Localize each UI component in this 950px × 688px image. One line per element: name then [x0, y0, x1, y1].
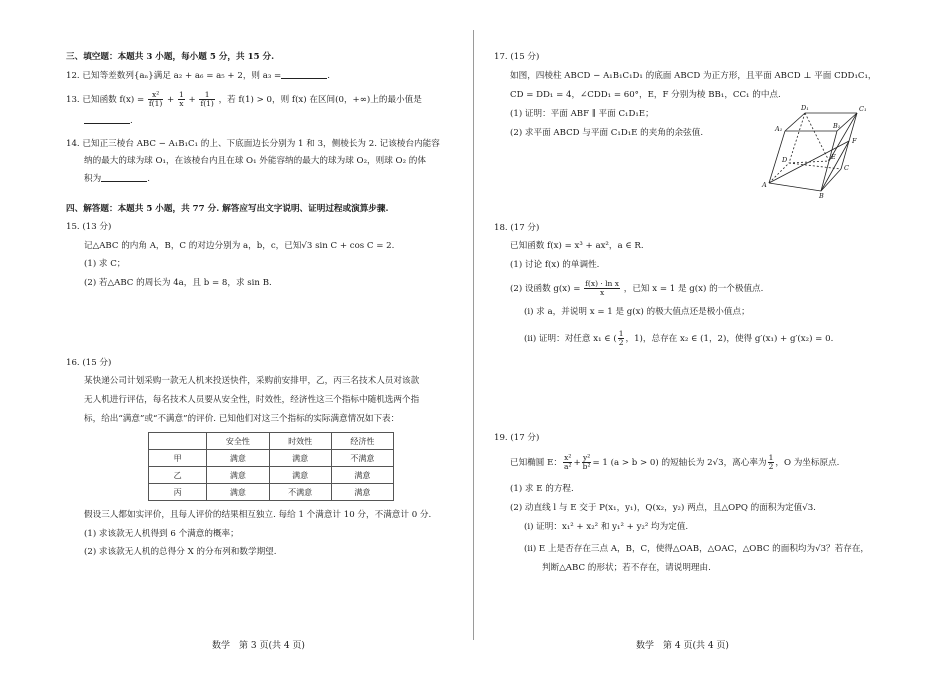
table-header-cell	[149, 433, 207, 450]
table-row	[149, 484, 394, 501]
prism-figure	[761, 103, 891, 199]
table-cell: 满意	[331, 484, 393, 501]
q19-fraction-e: $\frac{1}{2}$	[768, 453, 774, 471]
vertex-label: C₁	[859, 105, 867, 113]
vertex-label: C	[844, 164, 849, 172]
q13-text-end: ，若 f(1) > 0，则 f(x) 在区间(0，+∞)上的最小值是	[218, 95, 422, 105]
q19-title: 19. (17 分)	[494, 433, 540, 443]
vertex-label: B	[819, 192, 824, 199]
table-cell: 丙	[149, 484, 207, 501]
vertex-label: A	[762, 181, 767, 189]
table-row	[149, 467, 394, 484]
q15-stem: 记△ABC 的内角 A，B，C 的对边分别为 a，b，c，已知√3 sin C + cos C = 2.	[84, 241, 395, 251]
q18-half-fraction: $\frac{1}{2}$	[618, 329, 624, 347]
answer-blank	[281, 69, 327, 79]
q17-title: 17. (15 分)	[494, 52, 540, 62]
vertex-label: B₁	[833, 122, 841, 130]
q18-stem: 已知函数 f(x) = x³ + ax²，a ∈ R.	[510, 241, 644, 251]
vertex-label: A₁	[775, 125, 783, 133]
edge-ab	[769, 183, 821, 191]
right-page	[476, 0, 950, 688]
table-cell: 满意	[269, 467, 331, 484]
question-13: 13. 已知函数 f(x) = $\frac{\text{x²}}{f(1)}$ + $\frac{1}{x}$ + $\frac{1}{f(1)}$ ，若 f(1) > 0，则 f(x) 在区间(0，+∞)上的最小值是	[66, 90, 422, 108]
table-header-row	[149, 433, 394, 450]
q16-line1: 某快递公司计划采购一款无人机来投送快件，采购前安排甲，乙，丙三名技术人员对该款	[84, 376, 420, 386]
q18-sub2: (ⅱ) 证明：对任意 x₁ ∈ ( $\frac{1}{2}$ ，1)，总存在 x₂ ∈ (1，2)，使得 g′(x₁) + g′(x₂) = 0.	[524, 329, 834, 347]
q13-text: 13. 已知函数 f(x) =	[66, 95, 145, 105]
q18-part1: (1) 讨论 f(x) 的单调性.	[510, 260, 600, 270]
q19-stem: 已知椭圆 E： $\frac{\text{x²}}{\text{a²}}$ + $\frac{\text{y²}}{\text{b²}}$ = 1 (a > b > 0) 的短轴长为 2√3，离心率为 $\frac{1}{2}$ ，O 为坐标原点.	[510, 453, 840, 471]
q19-fraction-x: $\frac{\text{x²}}{\text{a²}}$	[563, 453, 572, 471]
question-12: 12. 已知等差数列{aₙ}满足 a₂ + a₆ = a₅ + 2，则 a₃ = .	[66, 71, 330, 81]
q15-part2: (2) 若△ABC 的周长为 4a，且 b = 8，求 sin B.	[84, 278, 272, 288]
line-d1e-hidden	[805, 113, 829, 161]
q17-line1: 如图，四棱柱 ABCD − A₁B₁C₁D₁ 的底面 ABCD 为正方形，且平面 ABCD ⊥ 平面 CDD₁C₁，	[510, 71, 877, 81]
answer-blank	[84, 114, 130, 124]
section3-heading: 三、填空题：本题共 3 小题，每小题 5 分，共 15 分.	[66, 52, 275, 62]
q18-title: 18. (17 分)	[494, 223, 540, 233]
q13-fraction-2: $\frac{1}{x}$	[178, 90, 184, 108]
table-cell: 满意	[269, 450, 331, 467]
q19-fraction-y: $\frac{\text{y²}}{\text{b²}}$	[582, 453, 591, 471]
q18-part2: (2) 设函数 g(x) = $\frac{\text{f(x) · ln x}}{x}$ ，已知 x = 1 是 g(x) 的一个极值点.	[510, 279, 764, 297]
q16-title: 16. (15 分)	[66, 358, 112, 368]
left-page	[0, 0, 472, 688]
q17-part2: (2) 求平面 ABCD 与平面 C₁D₁E 的夹角的余弦值.	[510, 128, 704, 138]
q17-line2: CD = DD₁ = 4，∠CDD₁ = 60°，E，F 分别为棱 BB₁，CC₁ 的中点.	[510, 90, 781, 100]
vertex-label: D₁	[801, 104, 809, 112]
q17-part1: (1) 证明：平面 ABF ∥ 平面 C₁D₁E；	[510, 109, 654, 119]
table-cell: 不满意	[269, 484, 331, 501]
table-row	[149, 450, 394, 467]
q12-text: 12. 已知等差数列{aₙ}满足 a₂ + a₆ = a₅ + 2，则 a₃ =	[66, 71, 282, 81]
q16-line3: 标，给出“满意”或“不满意”的评价. 已知他们对这三个指标的实际满意情况如下表：	[84, 414, 400, 424]
q14-line3: 积为 .	[84, 174, 150, 184]
q16-assumption: 假设三人都如实评价，且每人评价的结果相互独立. 每给 1 个满意计 10 分，不满意计 0 分.	[84, 510, 432, 520]
page-footer-right: 数学 第 4 页(共 4 页)	[636, 641, 729, 651]
table-cell: 满意	[207, 467, 269, 484]
table-cell: 满意	[331, 467, 393, 484]
q19-sub2-line2: 判断△ABC 的形状；若不存在，请说明理由.	[542, 563, 711, 573]
q16-part1: (1) 求该款无人机得到 6 个满意的概率；	[84, 529, 239, 539]
q13-blank-line: .	[84, 114, 133, 127]
q19-sub1: (ⅰ) 证明：x₁² + x₂² 和 y₁² + y₂² 均为定值.	[524, 522, 689, 532]
q16-line2: 无人机进行评估，每名技术人员要从安全性，时效性，经济性这三个指标中随机选两个指	[84, 395, 420, 405]
table-cell: 乙	[149, 467, 207, 484]
q14-line1: 14. 已知正三棱台 ABC − A₁B₁C₁ 的上、下底面边长分别为 1 和 3，侧棱长为 2. 记该棱台内能容	[66, 139, 440, 149]
page-footer-left: 数学 第 3 页(共 4 页)	[212, 641, 305, 651]
q18-sub1: (ⅰ) 求 a，并说明 x = 1 是 g(x) 的极大值点还是极小值点；	[524, 307, 750, 317]
table-cell: 满意	[207, 484, 269, 501]
vertex-label: F	[852, 137, 857, 145]
q19-sub2-line1: (ⅱ) E 上是否存在三点 A，B，C，使得△OAB，△OAC，△OBC 的面积均为√3？若存在，	[524, 544, 870, 554]
table-header-cell: 安全性	[207, 433, 269, 450]
table-header-cell: 经济性	[331, 433, 393, 450]
q13-fraction-3: $\frac{1}{f(1)}$	[200, 90, 214, 108]
q13-fraction-1: $\frac{\text{x²}}{f(1)}$	[148, 90, 163, 108]
vertex-label: E	[831, 153, 836, 161]
line-de-hidden	[789, 161, 829, 163]
answer-blank	[101, 172, 147, 182]
q19-part1: (1) 求 E 的方程.	[510, 484, 574, 494]
q15-title: 15. (13 分)	[66, 222, 112, 232]
q19-part2: (2) 动直线 l 与 E 交于 P(x₁，y₁)，Q(x₂，y₂) 两点，且△OPQ 的面积为定值√3.	[510, 503, 816, 513]
table-cell: 不满意	[331, 450, 393, 467]
q18-fraction: $\frac{\text{f(x) · ln x}}{x}$	[585, 279, 619, 297]
table-header-cell: 时效性	[269, 433, 331, 450]
q16-part2: (2) 求该款无人机的总得分 X 的分布列和数学期望.	[84, 547, 277, 557]
table-cell: 甲	[149, 450, 207, 467]
page-divider	[473, 30, 474, 640]
q15-part1: (1) 求 C；	[84, 259, 126, 269]
table-cell: 满意	[207, 450, 269, 467]
evaluation-table	[148, 432, 394, 501]
section4-heading: 四、解答题：本题共 5 小题，共 77 分. 解答应写出文字说明、证明过程或演算步骤.	[66, 204, 389, 214]
vertex-label: D	[782, 156, 788, 164]
q14-line2: 纳的最大的球为球 O₁，在该棱台内且在球 O₁ 外能容纳的最大的球为球 O₂，则球 O₂ 的体	[84, 156, 426, 166]
